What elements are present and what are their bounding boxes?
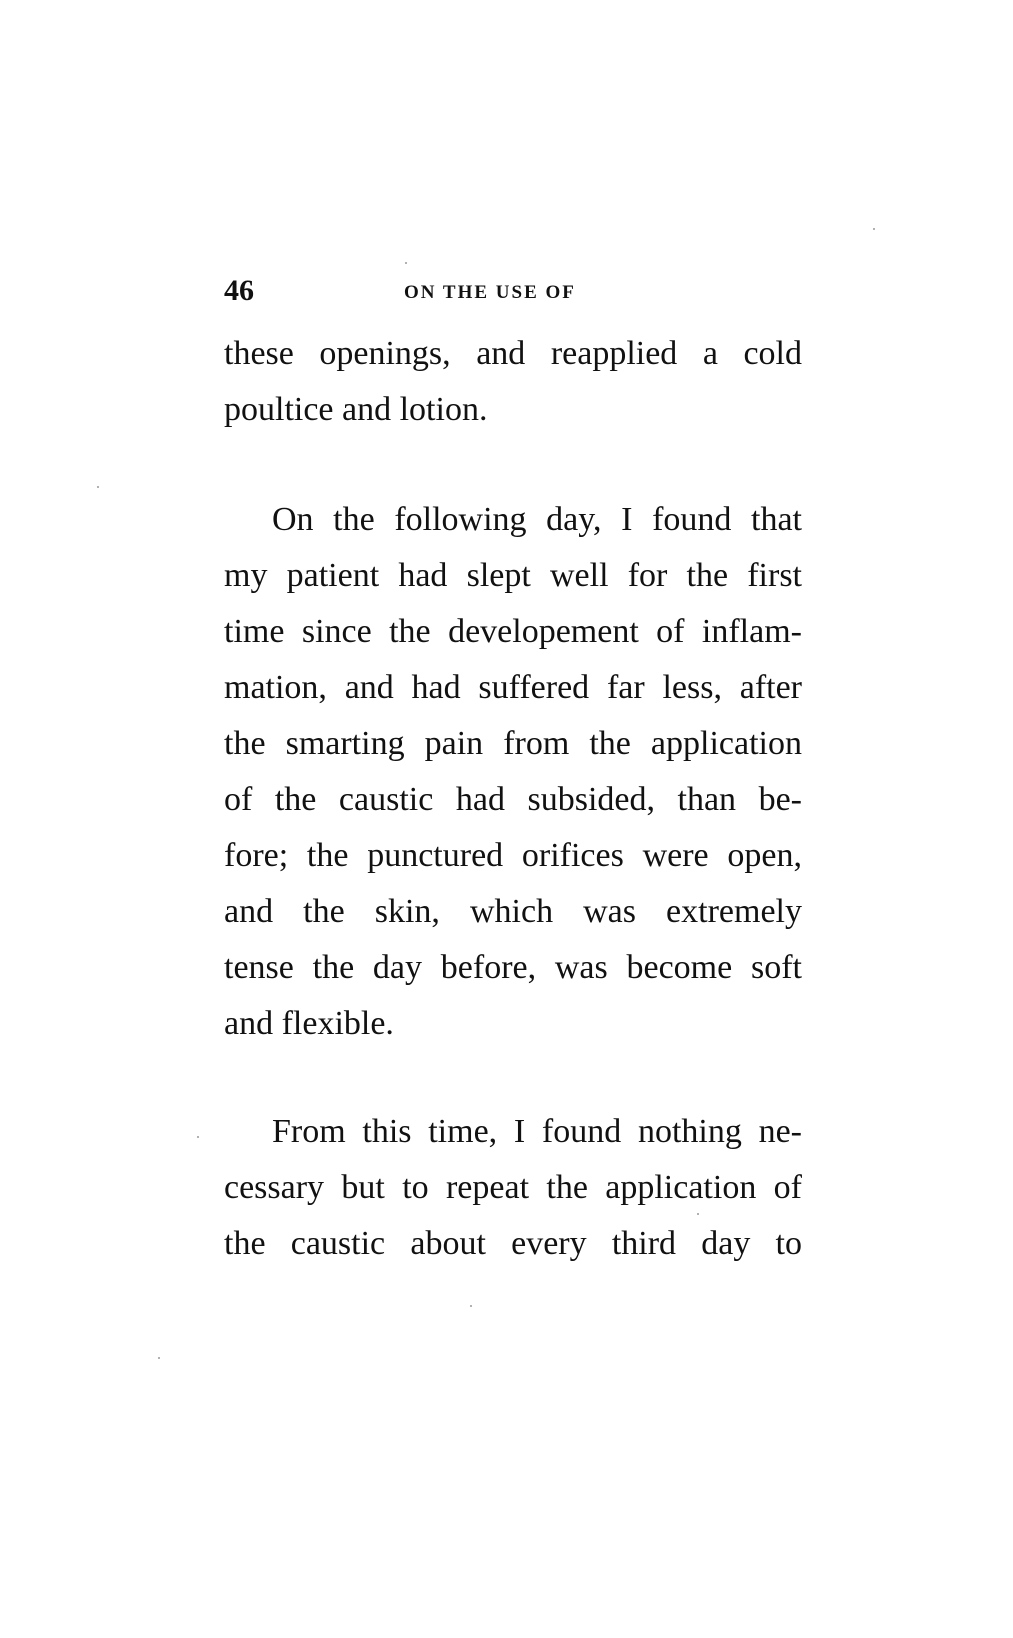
text-line: of the caustic had subsided, than be- [224,781,802,818]
scan-speck [873,228,875,230]
text-line: these openings, and reapplied a cold [224,335,802,372]
text-line: poultice and lotion. [224,391,488,428]
text-line: and flexible. [224,1005,394,1042]
text-line: On the following day, I found that [272,501,802,538]
text-line: the caustic about every third day to [224,1225,802,1262]
text-line: and the skin, which was extremely [224,893,802,930]
text-line: the smarting pain from the application [224,725,802,762]
paragraph-3 [224,1104,802,1272]
text-line: cessary but to repeat the application of [224,1169,802,1206]
text-line: From this time, I found nothing ne- [272,1113,802,1150]
scan-speck [97,486,99,488]
scan-speck [697,1213,699,1215]
text-line: my patient had slept well for the first [224,557,802,594]
text-line: fore; the punctured orifices were open, [224,837,802,874]
scan-speck [158,1357,160,1359]
text-line: mation, and had suffered far less, after [224,669,802,706]
scan-speck [197,1136,199,1138]
running-title: ON THE USE OF [404,282,576,303]
paragraph-1 [224,326,802,438]
running-header [224,274,802,308]
page-number: 46 [224,274,254,307]
scan-speck [405,262,407,264]
text-line: tense the day before, was become soft [224,949,802,986]
scan-speck [470,1305,472,1307]
text-line: time since the developement of inflam- [224,613,802,650]
paragraph-2 [224,492,802,1052]
